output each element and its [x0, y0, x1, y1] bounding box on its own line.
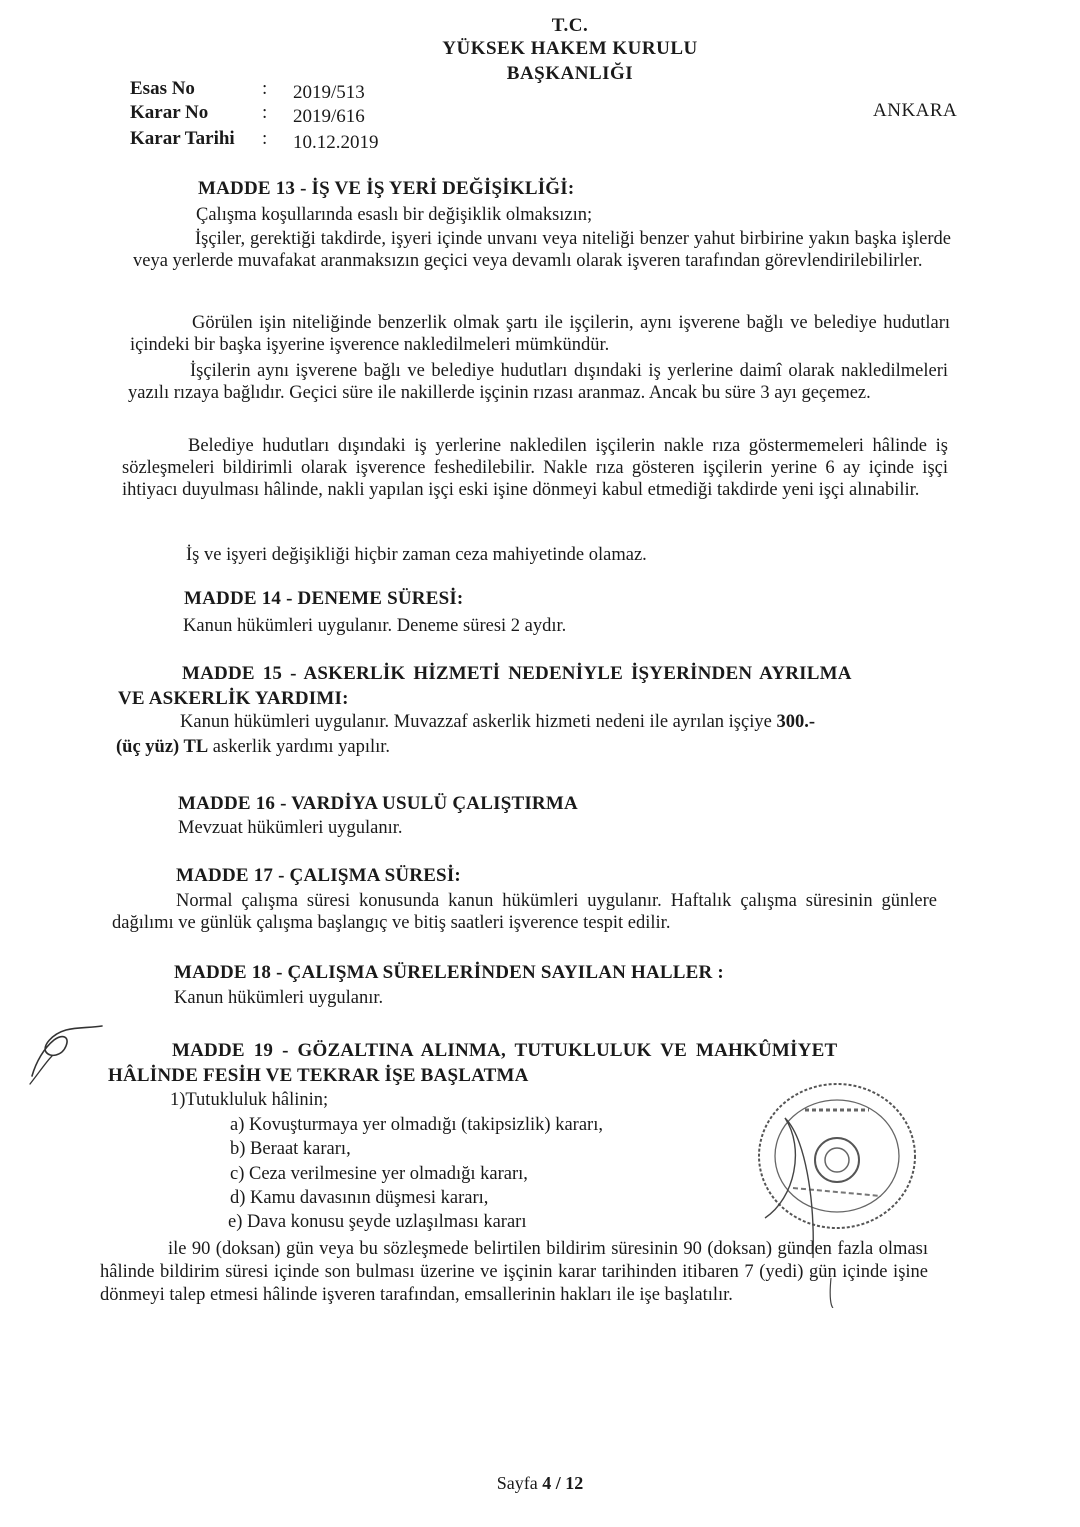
madde-13-p6: İş ve işyeri değişikliği hiçbir zaman ceza mahiyetinde olamaz.	[186, 545, 647, 565]
madde-13-p1: Çalışma koşullarında esaslı bir değişiklik olmaksızın;	[196, 205, 593, 225]
tarih-separator: :	[262, 128, 268, 149]
esas-label: Esas No	[130, 78, 195, 99]
madde-19-item-d: d) Kamu davasının düşmesi kararı,	[230, 1188, 489, 1208]
header-presidency: BAŞKANLIĞI	[506, 63, 634, 84]
madde-13-p5: Belediye hudutları dışındaki iş yerlerine nakledilen işçilerin nakle rıza göstermemeleri hâlinde iş sözleşmeleri bildirimli olarak işverence feshedilebilir. Nakle rıza gösteren işçilerin yerine 6 ay içinde işçi ihtiyacı duyulması hâlinde, nakli yapılan işçi eski işine dönmeyi kabul etmediği takdirde yeni işçi alınabilir.	[122, 436, 948, 500]
official-stamp	[745, 1078, 945, 1308]
madde-13-p3: Görülen işin niteliğinde benzerlik olmak şartı ile işçilerin, aynı işverene bağlı ve belediye hudutları içindeki bir başka işyerine işverence nakledilmeleri mümkündür.	[130, 313, 950, 355]
madde-19-item-a: a) Kovuşturmaya yer olmadığı (takipsizlik) kararı,	[230, 1115, 603, 1135]
esas-separator: :	[262, 78, 268, 99]
madde-15-p1-text: Kanun hükümleri uygulanır. Muvazzaf askerlik hizmeti nedeni ile ayrılan işçiye	[180, 712, 772, 732]
madde-14-p1: Kanun hükümleri uygulanır. Deneme süresi 2 aydır.	[183, 616, 567, 636]
header-tc: T.C.	[551, 15, 589, 36]
page-total: 12	[565, 1473, 584, 1493]
madde-15-p1-end: askerlik yardımı yapılır.	[212, 737, 391, 757]
madde-15-p1	[180, 712, 815, 733]
header-city: ANKARA	[873, 100, 958, 121]
madde-19-title-line1: MADDE 19 - GÖZALTINA ALINMA, TUTUKLULUK VE MAHKÛMİYET	[172, 1040, 838, 1061]
tarih-label: Karar Tarihi	[130, 128, 235, 149]
tarih-value: 10.12.2019	[293, 132, 379, 153]
madde-15-title-line2: VE ASKERLİK YARDIMI:	[118, 688, 349, 709]
page-current: 4	[542, 1473, 552, 1493]
page-number	[0, 1473, 1080, 1494]
madde-17-p1: Normal çalışma süresi konusunda kanun hükümleri uygulanır. Haftalık çalışma süresinin günlere dağılımı ve günlük çalışma başlangıç ve bitiş saatleri işverence tespit edilir.	[112, 891, 937, 933]
madde-15-amount-words: (üç yüz) TL	[116, 737, 209, 757]
madde-15-p1-cont	[116, 737, 390, 758]
madde-17-title: MADDE 17 - ÇALIŞMA SÜRESİ:	[176, 865, 461, 886]
madde-13-p4: İşçilerin aynı işverene bağlı ve belediye hudutları dışındaki iş yerlerine daimî olarak nakledilmeleri yazılı rızaya bağlıdır. Geçici süre ile nakillerde işçinin rızası aranmaz. Ancak bu süre 3 ayı geçemez.	[128, 361, 948, 403]
madde-15-amount: 300.-	[776, 712, 815, 732]
madde-15-title-line1: MADDE 15 - ASKERLİK HİZMETİ NEDENİYLE İŞYERİNDEN AYRILMA	[182, 663, 852, 684]
madde-19-item-c: c) Ceza verilmesine yer olmadığı kararı,	[230, 1164, 528, 1184]
madde-18-title: MADDE 18 - ÇALIŞMA SÜRELERİNDEN SAYILAN HALLER :	[174, 962, 724, 983]
madde-13-p2: İşçiler, gerektiği takdirde, işyeri içinde unvanı veya niteliği benzer yahut birbirine yakın başka işlerde veya yerlerde muvafakat aranmaksızın geçici veya devamlı olarak işveren tarafından görevlendirilebilirler.	[133, 229, 951, 271]
madde-19-item-b: b) Beraat kararı,	[230, 1139, 351, 1159]
karar-separator: :	[262, 102, 268, 123]
madde-19-intro: 1)Tutukluluk hâlinin;	[170, 1090, 329, 1110]
madde-19-p-end: ile 90 (doksan) gün veya bu sözleşmede belirtilen bildirim süresinin 90 (doksan) günden fazla olması hâlinde bildirim süresi içinde son bulması üzerine ve işçinin karar tarihinden itibaren 7 (yedi) gün içinde işine dönmeyi talep etmesi hâlinde işveren tarafından, emsallerinin hakları ile işe başlatılır.	[100, 1239, 928, 1305]
header-institution: YÜKSEK HAKEM KURULU	[442, 38, 698, 59]
madde-18-p1: Kanun hükümleri uygulanır.	[174, 988, 384, 1008]
page-label: Sayfa	[496, 1473, 538, 1493]
madde-16-title: MADDE 16 - VARDİYA USULÜ ÇALIŞTIRMA	[178, 793, 578, 814]
madde-19-item-e: e) Dava konusu şeyde uzlaşılması kararı	[228, 1212, 527, 1232]
madde-13-title: MADDE 13 - İŞ VE İŞ YERİ DEĞİŞİKLİĞİ:	[198, 178, 575, 199]
karar-label: Karar No	[130, 102, 209, 123]
esas-value: 2019/513	[293, 82, 365, 103]
madde-16-p1: Mevzuat hükümleri uygulanır.	[178, 818, 403, 838]
handwritten-initial	[22, 1018, 112, 1088]
madde-19-title-line2: HÂLİNDE FESİH VE TEKRAR İŞE BAŞLATMA	[108, 1065, 529, 1086]
madde-14-title: MADDE 14 - DENEME SÜRESİ:	[184, 588, 464, 609]
karar-value: 2019/616	[293, 106, 365, 127]
page-separator: /	[555, 1473, 561, 1493]
